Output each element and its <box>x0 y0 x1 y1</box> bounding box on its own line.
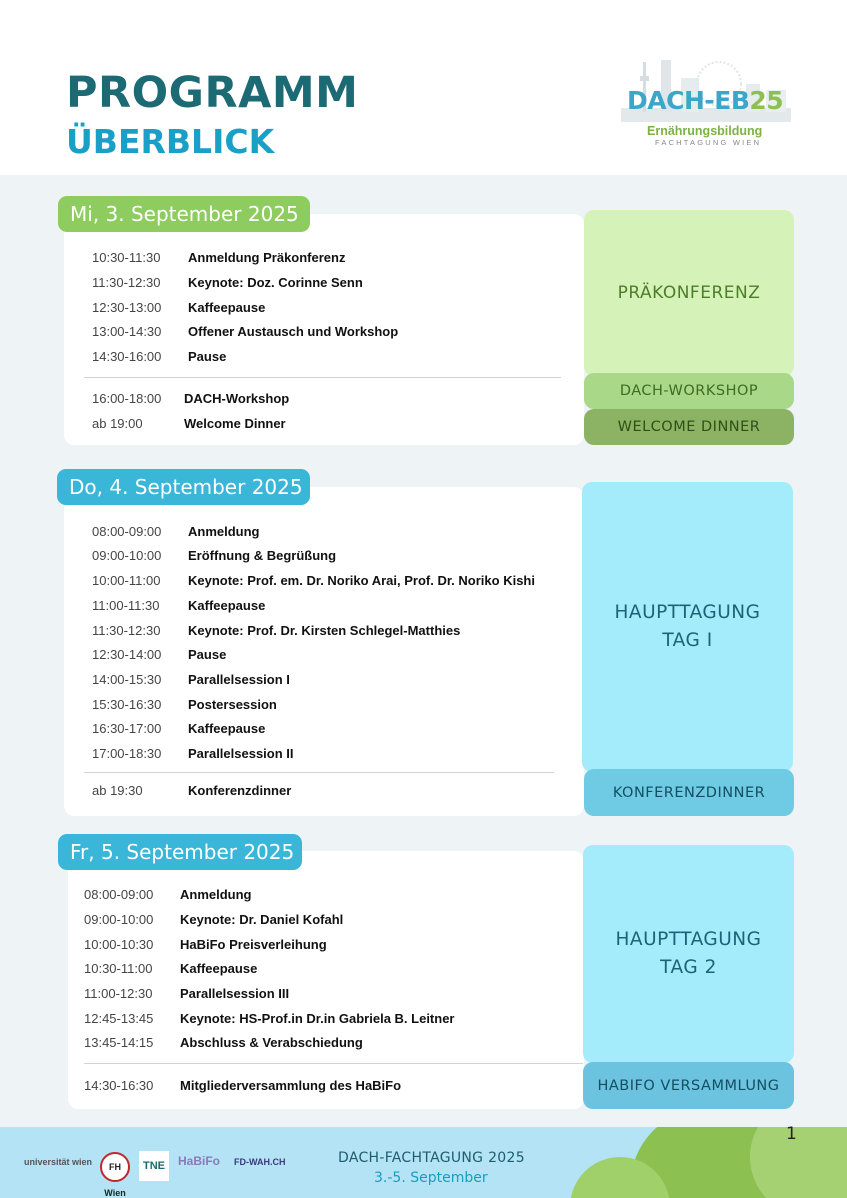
row-time: 12:30-14:00 <box>92 647 162 662</box>
schedule-row <box>92 647 227 662</box>
row-time: ab 19:30 <box>92 783 143 798</box>
row-time: 09:00-10:00 <box>84 912 154 927</box>
row-event: Abschluss & Verabschiedung <box>180 1035 363 1050</box>
schedule-row <box>84 937 327 952</box>
row-time: 12:45-13:45 <box>84 1011 154 1026</box>
partner-logo-tne: TNE <box>139 1151 169 1181</box>
row-event: DACH-Workshop <box>184 391 290 406</box>
page-title: PROGRAMM <box>66 68 359 118</box>
block-title: HAUPTTAGUNG <box>614 602 761 623</box>
row-event: Parallelsession II <box>188 746 294 761</box>
block-dach-workshop: DACH-WORKSHOP <box>584 373 794 409</box>
row-event: Eröffnung & Begrüßung <box>188 548 337 563</box>
partner-logo-habifo: HaBiFo <box>178 1154 220 1168</box>
row-event: Keynote: Doz. Corinne Senn <box>188 275 363 290</box>
row-time: 08:00-09:00 <box>84 887 154 902</box>
page-header <box>0 0 847 175</box>
row-event: Keynote: HS-Prof.in Dr.in Gabriela B. Leitner <box>180 1011 455 1026</box>
row-event: Welcome Dinner <box>184 416 286 431</box>
schedule-row <box>84 986 290 1001</box>
divider <box>84 377 561 378</box>
schedule-row <box>84 1035 363 1050</box>
day3-tab: Fr, 5. September 2025 <box>58 834 302 870</box>
row-event: Kaffeepause <box>188 721 266 736</box>
row-time: 16:30-17:00 <box>92 721 162 736</box>
partner-logo-fhwien: FH Wien <box>100 1152 130 1182</box>
row-time: 13:45-14:15 <box>84 1035 154 1050</box>
schedule-row <box>84 887 252 902</box>
schedule-row <box>92 275 363 290</box>
schedule-row <box>92 548 337 563</box>
block-day: TAG 2 <box>660 957 717 978</box>
block-welcome-dinner: WELCOME DINNER <box>584 409 794 445</box>
row-time: 09:00-10:00 <box>92 548 162 563</box>
row-time: 10:30-11:30 <box>92 250 161 265</box>
row-event: Postersession <box>188 697 277 712</box>
partner-logo-fdwah: FD-WAH.CH <box>234 1157 286 1167</box>
row-time: 08:00-09:00 <box>92 524 162 539</box>
schedule-row <box>92 349 227 364</box>
block-konferenzdinner: KONFERENZDINNER <box>584 769 794 816</box>
schedule-row <box>92 746 294 761</box>
schedule-row <box>84 1011 455 1026</box>
schedule-row <box>84 912 344 927</box>
row-event: Anmeldung <box>188 524 260 539</box>
row-event: Kaffeepause <box>188 598 266 613</box>
schedule-row <box>92 573 535 588</box>
block-habifo-versammlung: HABIFO VERSAMMLUNG <box>583 1062 794 1109</box>
decorative-bushes-icon <box>560 1127 847 1198</box>
schedule-row <box>92 524 260 539</box>
block-praekonferenz: PRÄKONFERENZ <box>584 210 794 376</box>
row-time: 11:30-12:30 <box>92 275 161 290</box>
row-time: 11:00-12:30 <box>84 986 153 1001</box>
row-time: 16:00-18:00 <box>92 391 162 406</box>
row-time: 17:00-18:30 <box>92 746 162 761</box>
row-time: 14:30-16:30 <box>84 1078 154 1093</box>
divider <box>84 1063 583 1064</box>
footer-event-date: 3.-5. September <box>374 1170 488 1186</box>
schedule-row <box>92 721 266 736</box>
row-time: 14:00-15:30 <box>92 672 162 687</box>
row-event: Pause <box>188 349 227 364</box>
row-event: Keynote: Prof. em. Dr. Noriko Arai, Prof. Dr. Noriko Kishi <box>188 573 535 588</box>
row-time: 13:00-14:30 <box>92 324 162 339</box>
row-time: 11:30-12:30 <box>92 623 161 638</box>
logo-tagline: Ernährungsbildung <box>647 124 763 138</box>
schedule-row <box>92 416 286 431</box>
row-event: Pause <box>188 647 227 662</box>
divider <box>84 772 554 773</box>
schedule-row <box>92 783 292 798</box>
block-title: HAUPTTAGUNG <box>615 929 762 950</box>
page-footer <box>0 1127 847 1198</box>
row-time: ab 19:00 <box>92 416 143 431</box>
row-time: 10:00-10:30 <box>84 937 154 952</box>
block-day: TAG I <box>662 630 713 651</box>
row-event: Offener Austausch und Workshop <box>188 324 399 339</box>
page-number: 1 <box>786 1124 797 1144</box>
row-time: 14:30-16:00 <box>92 349 162 364</box>
row-time: 10:30-11:00 <box>84 961 153 976</box>
row-time: 10:00-11:00 <box>92 573 161 588</box>
page-subtitle: ÜBERBLICK <box>66 122 275 161</box>
row-event: Parallelsession I <box>188 672 290 687</box>
schedule-row <box>92 391 290 406</box>
day2-tab: Do, 4. September 2025 <box>57 469 310 505</box>
row-event: Mitgliederversammlung des HaBiFo <box>180 1078 402 1093</box>
dach-eb-logo <box>615 58 795 153</box>
row-event: HaBiFo Preisverleihung <box>180 937 327 952</box>
row-time: 15:30-16:30 <box>92 697 162 712</box>
schedule-row <box>84 1078 402 1093</box>
schedule-row <box>84 961 258 976</box>
partner-logo-univie: universität wien <box>24 1157 93 1167</box>
row-event: Keynote: Dr. Daniel Kofahl <box>180 912 344 927</box>
logo-wordmark: DACH-EB <box>627 86 750 115</box>
row-event: Konferenzdinner <box>188 783 292 798</box>
schedule-row <box>92 598 266 613</box>
row-event: Kaffeepause <box>188 300 266 315</box>
footer-event-title: DACH-FACHTAGUNG 2025 <box>338 1150 525 1166</box>
row-event: Keynote: Prof. Dr. Kirsten Schlegel-Matthies <box>188 623 461 638</box>
row-event: Anmeldung <box>180 887 252 902</box>
row-event: Anmeldung Präkonferenz <box>188 250 346 265</box>
schedule-row <box>92 697 277 712</box>
logo-year: 25 <box>749 86 784 115</box>
logo-subline: FACHTAGUNG WIEN <box>655 138 762 147</box>
row-time: 11:00-11:30 <box>92 598 160 613</box>
schedule-row <box>92 250 346 265</box>
row-event: Kaffeepause <box>180 961 258 976</box>
row-time: 12:30-13:00 <box>92 300 162 315</box>
block-haupttagung-1 <box>582 482 793 772</box>
schedule-row <box>92 623 461 638</box>
schedule-row <box>92 300 266 315</box>
row-event: Parallelsession III <box>180 986 290 1001</box>
block-haupttagung-2 <box>583 845 794 1063</box>
schedule-row <box>92 324 399 339</box>
schedule-row <box>92 672 290 687</box>
day1-tab: Mi, 3. September 2025 <box>58 196 310 232</box>
